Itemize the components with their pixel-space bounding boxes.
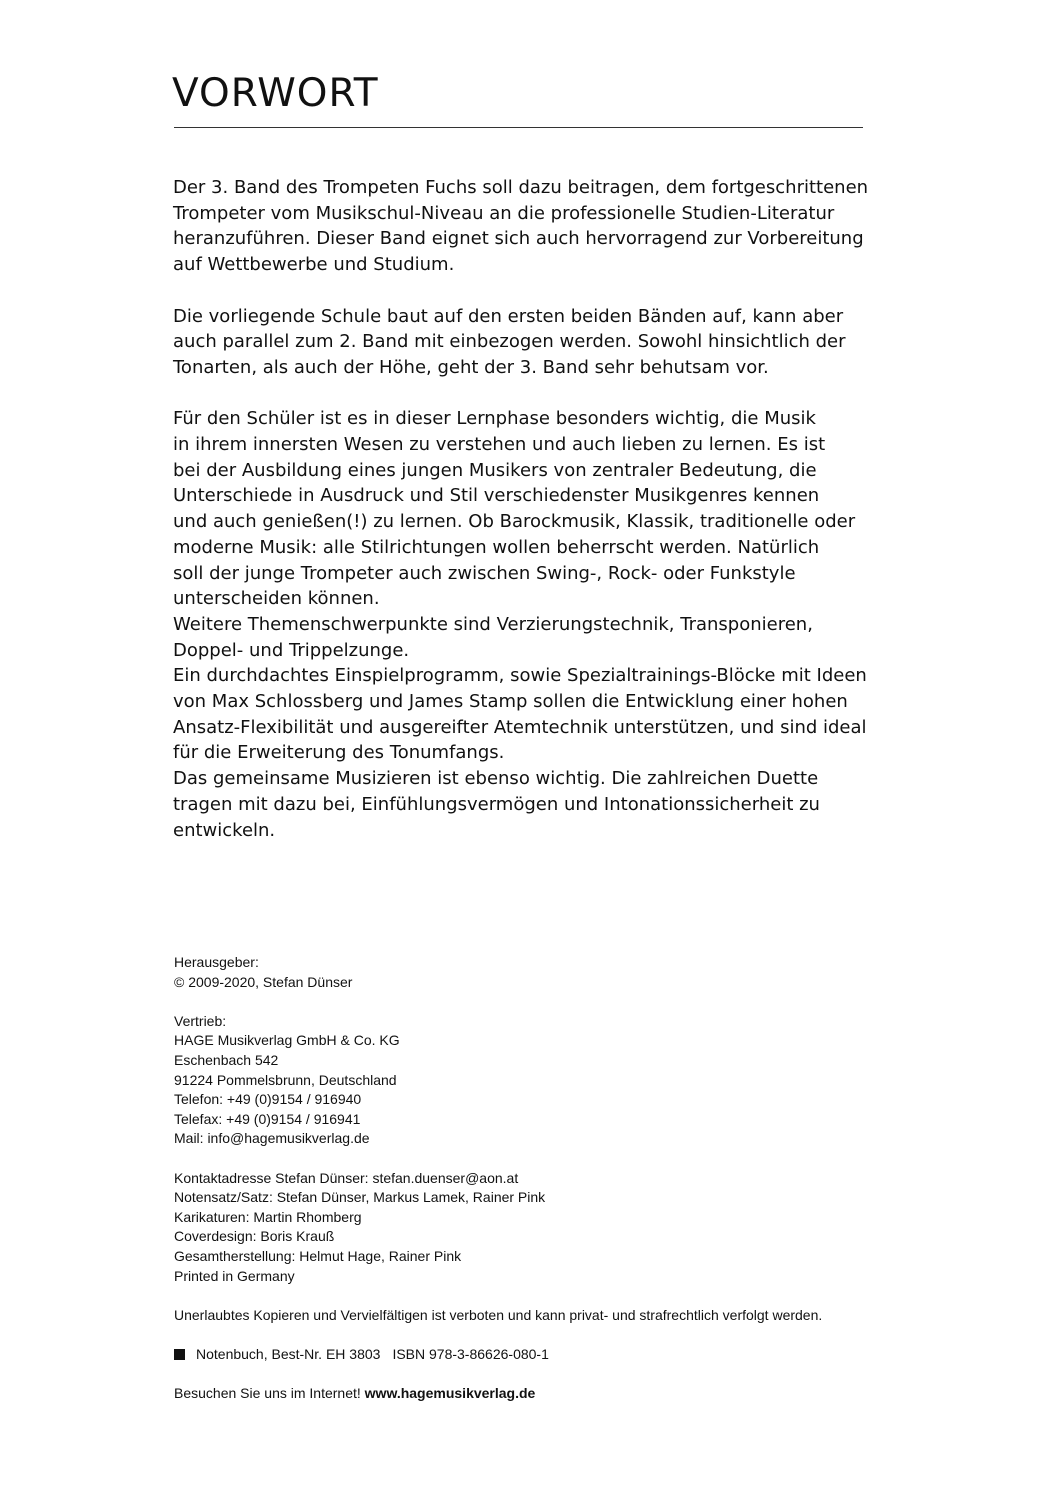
production-credit: Gesamtherstellung: Helmut Hage, Rainer Pink [174,1247,462,1264]
distribution-block [174,1012,854,1149]
imprint [174,953,854,1404]
page-title: VORWORT [172,71,379,116]
text-line: Weitere Themenschwerpunkte sind Verzierungstechnik, Transponieren, [173,613,813,635]
paragraph-3 [173,406,873,843]
text-line: von Max Schlossberg und James Stamp sollen die Entwicklung einer hohen [173,691,848,713]
text-line: und auch genießen(!) zu lernen. Ob Barockmusik, Klassik, traditionelle oder [173,511,856,533]
paragraph-2 [173,304,873,381]
distribution-label: Vertrieb: [174,1012,227,1029]
text-line: heranzuführen. Dieser Band eignet sich auch hervorragend zur Vorbereitung [173,228,864,250]
text-line: Ansatz-Flexibilität und ausgereifter Atemtechnik unterstützen, und sind ideal [173,716,867,738]
text-line: Die vorliegende Schule baut auf den ersten beiden Bänden auf, kann aber [173,305,844,327]
text-line: für die Erweiterung des Tonumfangs. [173,742,505,764]
credits-block [174,1169,854,1287]
text-line: Unterschiede in Ausdruck und Stil verschiedenster Musikgenres kennen [173,485,820,507]
text-line: Tonarten, als auch der Höhe, geht der 3. Band sehr behutsam vor. [173,356,769,378]
edition-number: Notenbuch, Best-Nr. EH 3803 [196,1345,381,1362]
text-line: Trompeter vom Musikschul-Niveau an die professionelle Studien-Literatur [173,202,835,224]
fax-line: Telefax: +49 (0)9154 / 916941 [174,1110,361,1127]
street-address: Eschenbach 542 [174,1051,279,1068]
text-line: Doppel- und Trippelzunge. [173,639,410,661]
publisher-block [174,953,854,992]
text-line: soll der junge Trompeter auch zwischen Swing-, Rock- oder Funkstyle [173,562,796,584]
printed-in: Printed in Germany [174,1267,295,1284]
text-line: Für den Schüler ist es in dieser Lernphase besonders wichtig, die Musik [173,408,816,430]
text-line: bei der Ausbildung eines jungen Musikers von zentraler Bedeutung, die [173,459,817,481]
copyright-line: © 2009-2020, Stefan Dünser [174,973,353,990]
black-square-icon [174,1349,185,1360]
phone-line: Telefon: +49 (0)9154 / 916940 [174,1091,362,1108]
cover-design-credit: Coverdesign: Boris Krauß [174,1228,335,1245]
publisher-label: Herausgeber: [174,954,259,970]
website-line [174,1384,854,1404]
text-line: Das gemeinsame Musizieren ist ebenso wichtig. Die zahlreichen Duette [173,768,819,790]
preface-body [173,175,873,843]
text-line: unterscheiden können. [173,588,380,610]
mail-line: Mail: info@hagemusikverlag.de [174,1130,370,1147]
text-line: in ihrem innersten Wesen zu verstehen und auch lieben zu lernen. Es ist [173,434,826,455]
caricatures-credit: Karikaturen: Martin Rhomberg [174,1208,362,1225]
text-line: entwickeln. [173,819,276,841]
typesetting-credit: Notensatz/Satz: Stefan Dünser, Markus Lamek, Rainer Pink [174,1189,546,1206]
company-name: HAGE Musikverlag GmbH & Co. KG [174,1032,400,1049]
text-line: Der 3. Band des Trompeten Fuchs soll dazu beitragen, dem fortgeschrittenen [173,177,869,198]
text-line: tragen mit dazu bei, Einfühlungsvermögen und Intonationssicherheit zu [173,793,820,815]
title-divider [174,127,863,128]
city-address: 91224 Pommelsbrunn, Deutschland [174,1071,397,1088]
order-info [174,1345,854,1365]
website-prefix: Besuchen Sie uns im Internet! [174,1385,361,1402]
contact-address: Kontaktadresse Stefan Dünser: stefan.duenser@aon.at [174,1169,519,1186]
text-line: moderne Musik: alle Stilrichtungen wollen beherrscht werden. Natürlich [173,536,820,558]
isbn-number: ISBN 978-3-86626-080-1 [392,1345,549,1362]
text-line: auf Wettbewerbe und Studium. [173,254,455,276]
text-line: auch parallel zum 2. Band mit einbezogen werden. Sowohl hinsichtlich der [173,331,846,353]
website-link[interactable]: www.hagemusikverlag.de [364,1385,536,1402]
copy-notice: Unerlaubtes Kopieren und Vervielfältigen ist verboten und kann privat- und strafrechtlich verfolgt werden. [174,1306,823,1323]
paragraph-1 [173,175,873,278]
text-line: Ein durchdachtes Einspielprogramm, sowie Spezialtrainings-Blöcke mit Ideen [173,665,867,687]
